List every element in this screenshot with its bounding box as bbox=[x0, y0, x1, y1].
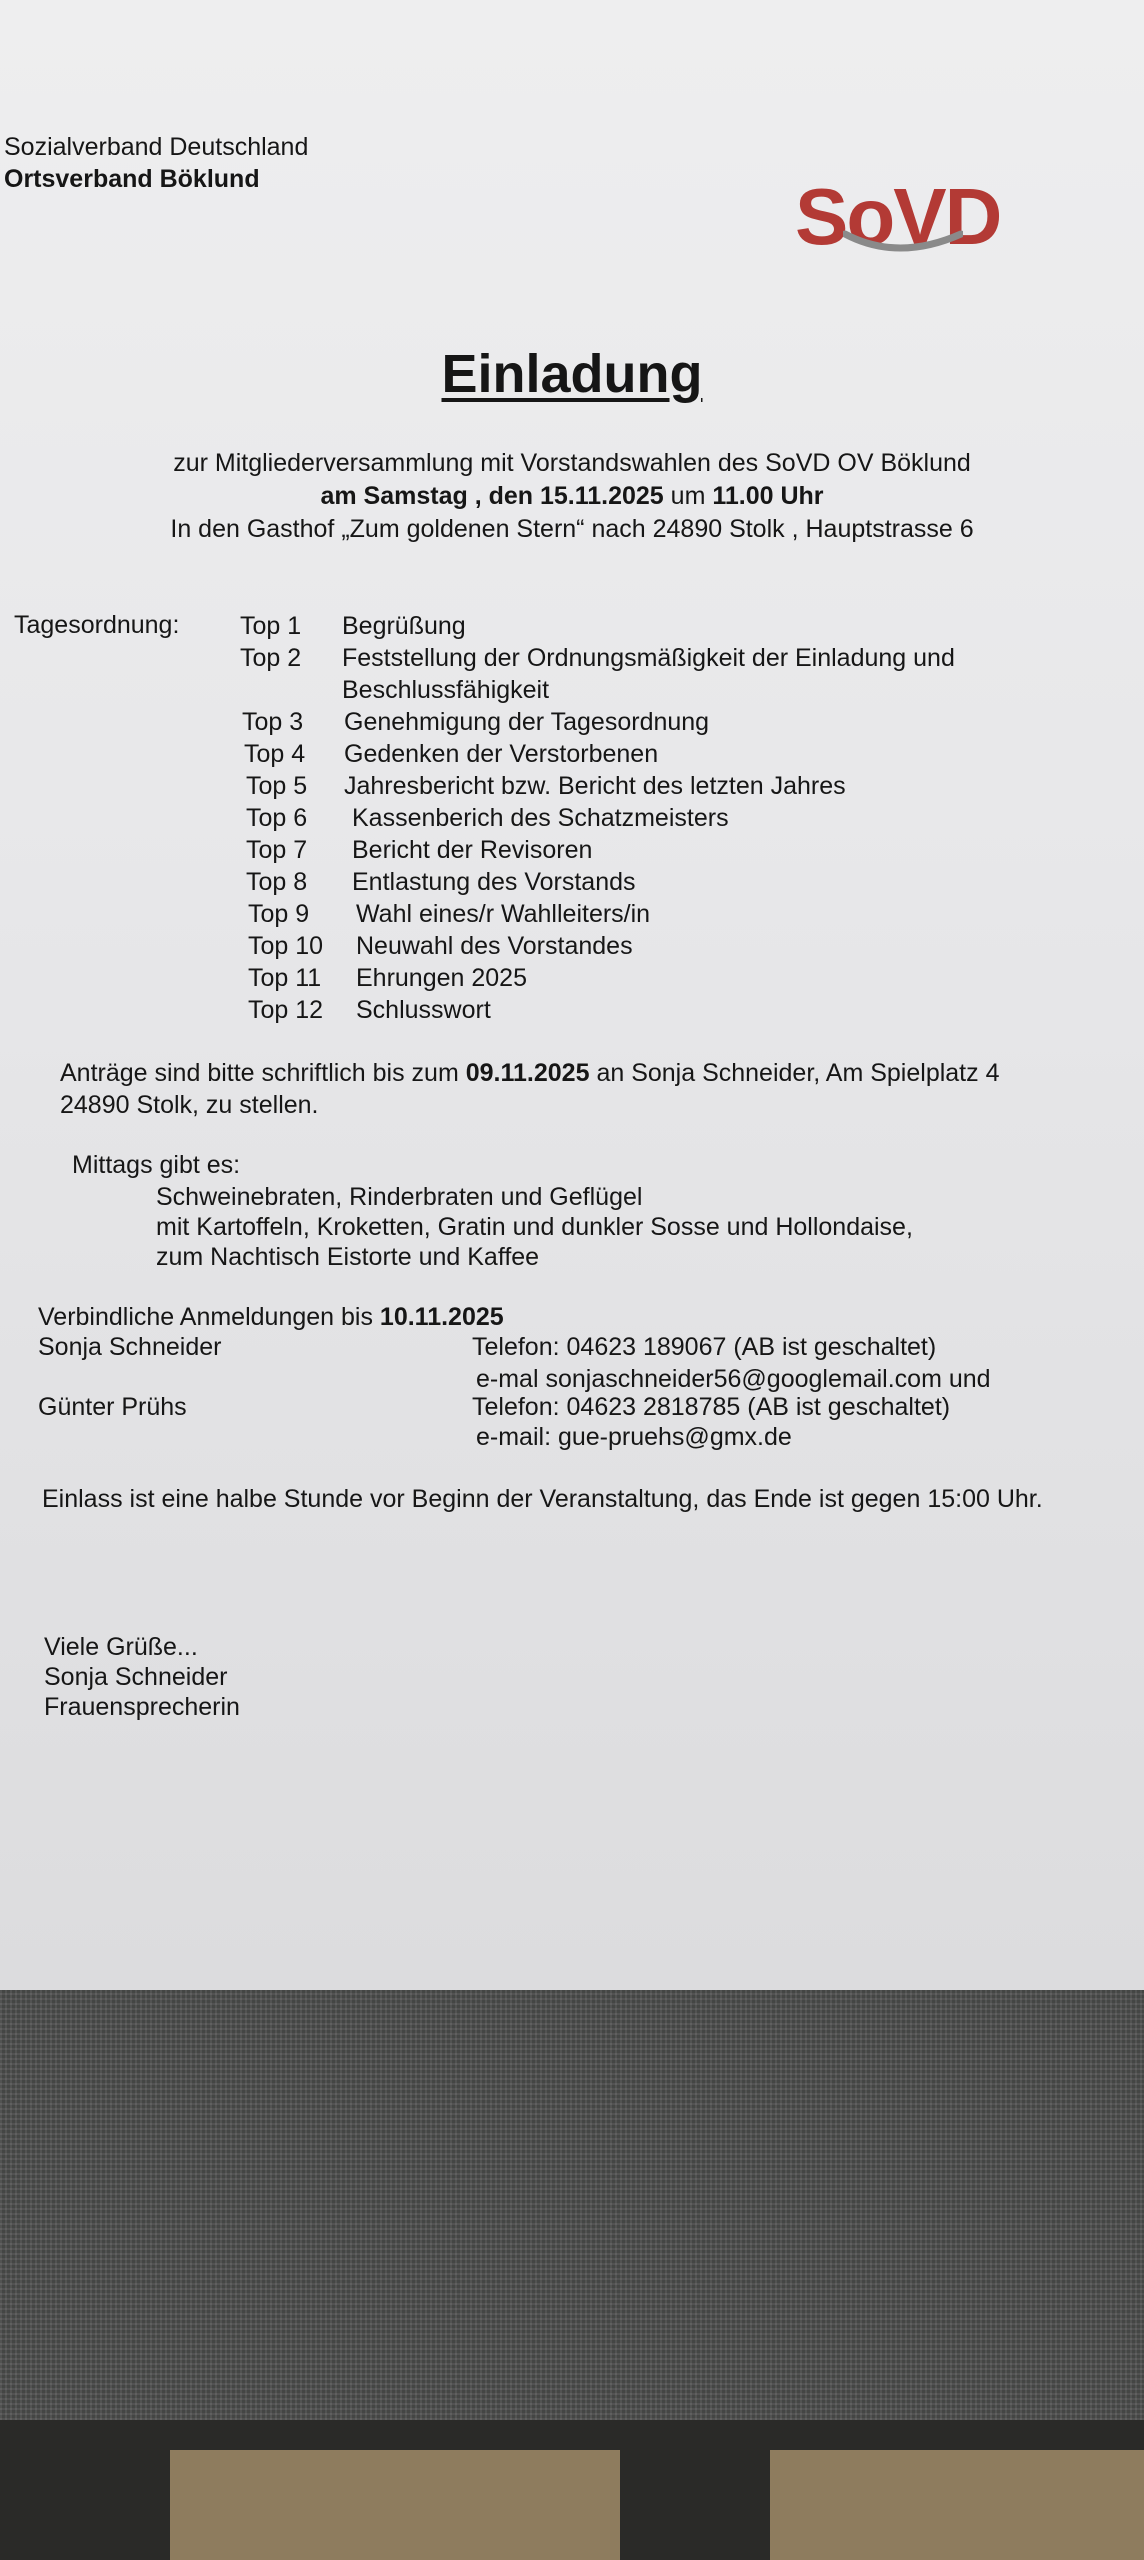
sovd-logo bbox=[795, 172, 1045, 272]
contact1-name: Sonja Schneider bbox=[38, 1333, 222, 1361]
intro-date-line bbox=[0, 481, 1144, 511]
antraege-date: 09.11.2025 bbox=[465, 1059, 590, 1087]
agenda-item-text: Bericht der Revisoren bbox=[352, 836, 593, 864]
intro-um: um bbox=[670, 482, 706, 510]
lunch-line-3: zum Nachtisch Eistorte und Kaffee bbox=[156, 1243, 540, 1271]
agenda-item-text: Schlusswort bbox=[356, 996, 491, 1024]
agenda-item-text-continued: Beschlussfähigkeit bbox=[342, 676, 550, 704]
agenda-item-text: Begrüßung bbox=[342, 612, 466, 640]
closing-greeting: Viele Grüße... bbox=[44, 1633, 198, 1661]
agenda-item-text: Genehmigung der Tagesordnung bbox=[344, 708, 710, 736]
fabric-background bbox=[0, 1990, 1144, 2430]
agenda-item-number: Top 9 bbox=[248, 900, 310, 928]
agenda-item-text: Jahresbericht bzw. Bericht des letzten Jahres bbox=[344, 772, 846, 800]
agenda-label: Tagesordnung: bbox=[14, 611, 180, 639]
agenda-item-number: Top 7 bbox=[246, 836, 308, 864]
agenda-item-number: Top 5 bbox=[246, 772, 308, 800]
lunch-line-2: mit Kartoffeln, Kroketten, Gratin und dunkler Sosse und Hollondaise, bbox=[156, 1213, 913, 1241]
floor-panel bbox=[770, 2450, 1144, 2560]
contact1-email: e-mal sonjaschneider56@googlemail.com und bbox=[476, 1365, 991, 1393]
lunch-line-1: Schweinebraten, Rinderbraten und Geflügel bbox=[156, 1183, 643, 1211]
agenda-item-number: Top 12 bbox=[248, 996, 324, 1024]
agenda-item-text: Ehrungen 2025 bbox=[356, 964, 527, 992]
contact2-email: e-mail: gue-pruehs@gmx.de bbox=[476, 1423, 792, 1451]
contact1-phone: Telefon: 04623 189067 (AB ist geschaltet) bbox=[472, 1333, 937, 1361]
contact2-phone: Telefon: 04623 2818785 (AB ist geschaltet) bbox=[472, 1393, 951, 1421]
agenda-item-text: Feststellung der Ordnungsmäßigkeit der Einladung und bbox=[342, 644, 955, 672]
logo-text: SoVD bbox=[795, 172, 1001, 261]
agenda-item-number: Top 1 bbox=[240, 612, 302, 640]
agenda-item-number: Top 6 bbox=[246, 804, 308, 832]
floor-panel bbox=[170, 2450, 620, 2560]
org-line-1: Sozialverband Deutschland bbox=[4, 133, 309, 161]
agenda-item-text: Kassenberich des Schatzmeisters bbox=[352, 804, 729, 832]
antraege-line-1 bbox=[60, 1058, 999, 1088]
antraege-post: an Sonja Schneider, Am Spielplatz 4 bbox=[596, 1059, 1000, 1087]
agenda-item-number: Top 8 bbox=[246, 868, 308, 896]
intro-venue: In den Gasthof „Zum goldenen Stern“ nach 24890 Stolk , Hauptstrasse 6 bbox=[170, 515, 974, 543]
agenda-item-text: Gedenken der Verstorbenen bbox=[344, 740, 659, 768]
antraege-pre: Anträge sind bitte schriftlich bis zum bbox=[60, 1059, 459, 1087]
agenda-item-number: Top 10 bbox=[248, 932, 324, 960]
agenda-item-number: Top 11 bbox=[248, 964, 322, 992]
closing-name: Sonja Schneider bbox=[44, 1663, 228, 1691]
closing-role: Frauensprecherin bbox=[44, 1693, 240, 1721]
intro-time: 11.00 Uhr bbox=[712, 482, 824, 510]
contact2-name: Günter Prühs bbox=[38, 1393, 187, 1421]
agenda-item-text: Entlastung des Vorstands bbox=[352, 868, 636, 896]
lunch-heading: Mittags gibt es: bbox=[72, 1151, 241, 1179]
registration-line bbox=[38, 1302, 504, 1332]
intro-date: am Samstag , den 15.11.2025 bbox=[320, 482, 664, 510]
agenda-item-number: Top 4 bbox=[244, 740, 306, 768]
registration-pre: Verbindliche Anmeldungen bis bbox=[38, 1303, 373, 1331]
org-line-2: Ortsverband Böklund bbox=[4, 165, 260, 193]
intro-line-1: zur Mitgliederversammlung mit Vorstandswahlen des SoVD OV Böklund bbox=[173, 449, 971, 477]
antraege-line-2: 24890 Stolk, zu stellen. bbox=[60, 1091, 319, 1119]
agenda-item-number: Top 2 bbox=[240, 644, 302, 672]
registration-date: 10.11.2025 bbox=[379, 1303, 504, 1331]
logo-swoosh-icon bbox=[843, 228, 963, 258]
page-title: Einladung bbox=[441, 344, 703, 404]
agenda-item-text: Neuwahl des Vorstandes bbox=[356, 932, 633, 960]
agenda-item-number: Top 3 bbox=[242, 708, 304, 736]
admission-note: Einlass ist eine halbe Stunde vor Beginn der Veranstaltung, das Ende ist gegen 15:00 Uhr. bbox=[42, 1485, 1043, 1513]
agenda-item-text: Wahl eines/r Wahlleiters/in bbox=[356, 900, 651, 928]
